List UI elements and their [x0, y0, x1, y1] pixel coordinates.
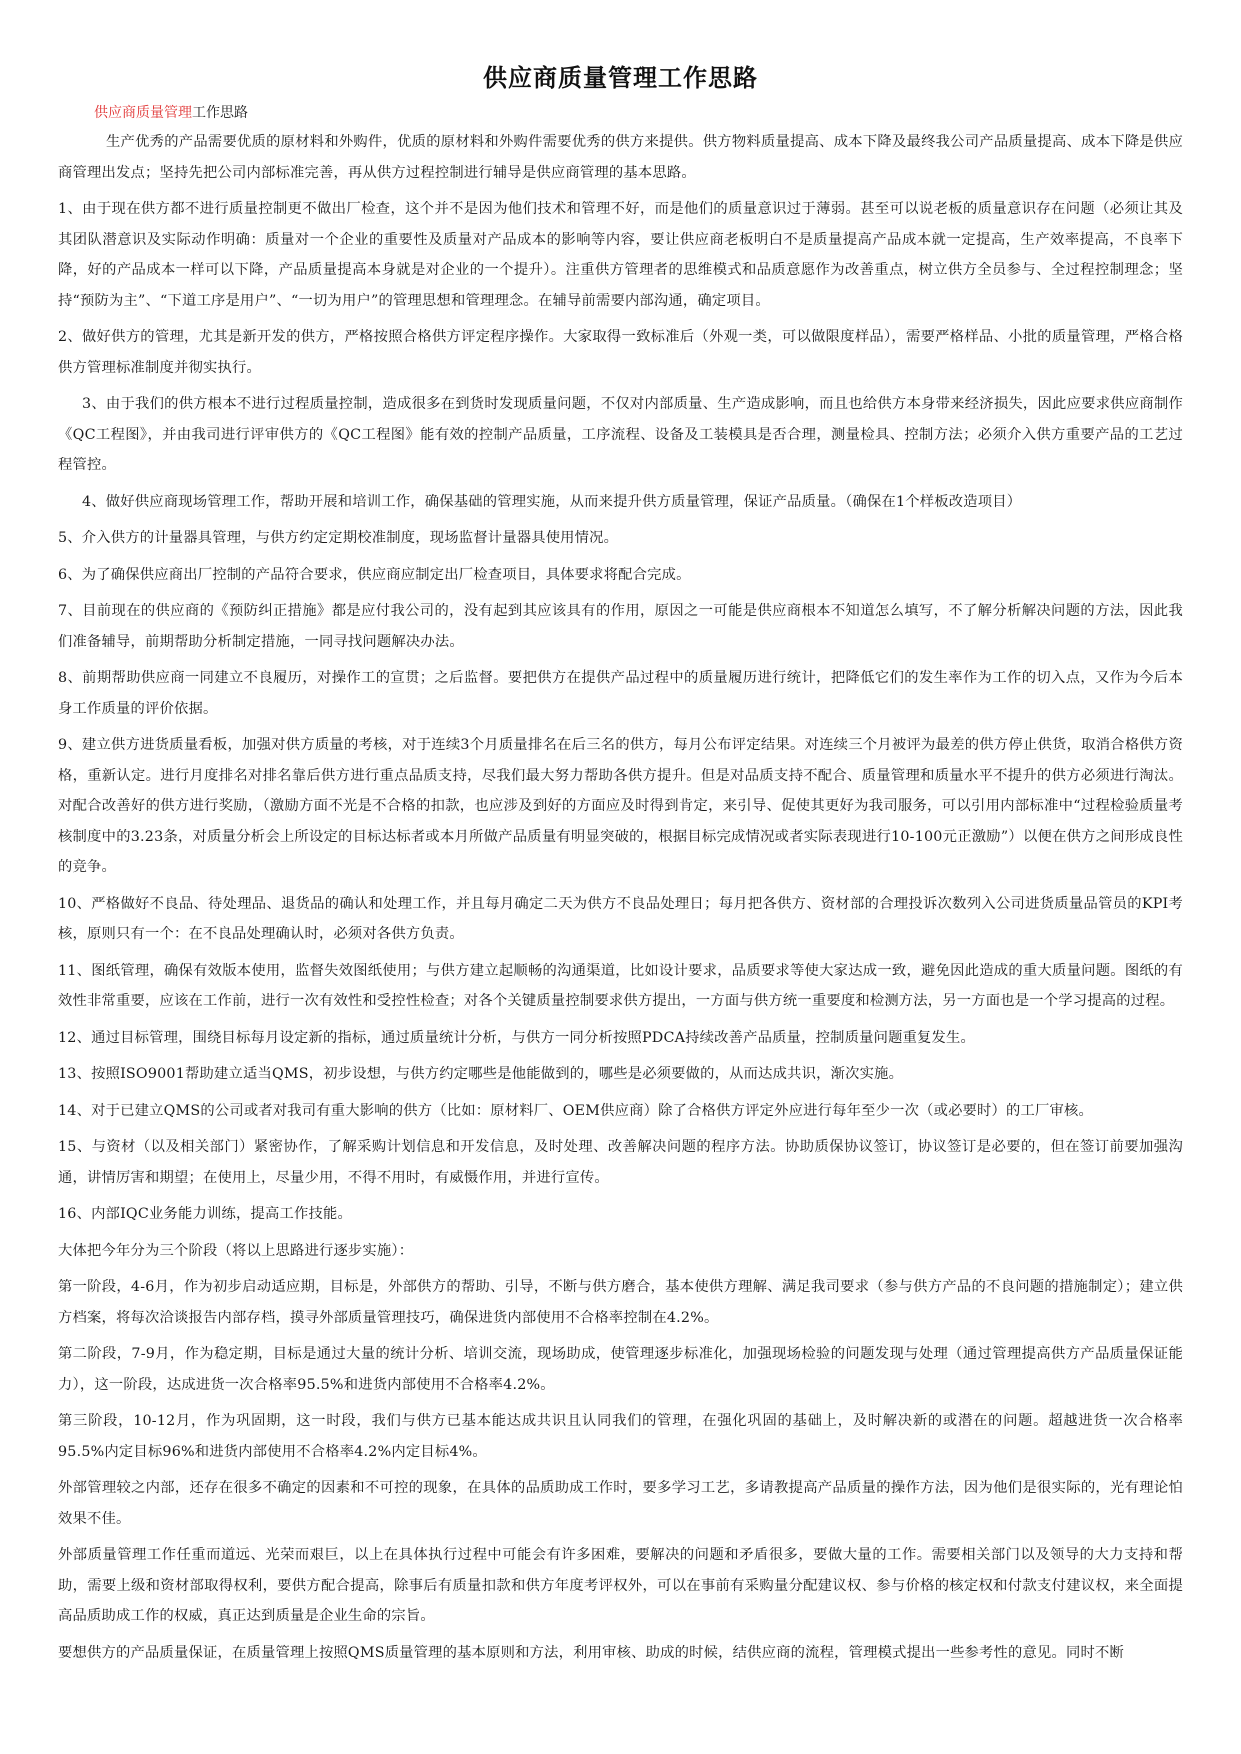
paragraph-item-3: 3、由于我们的供方根本不进行过程质量控制，造成很多在到货时发现质量问题，不仅对内部质量、生产造成影响，而且也给供方本身带来经济损失，因此应要求供应商制作《QC工程图》，并由我司进行评审供方的《QC工程图》能有效的控制产品质量，工序流程、设备及工装模具是否合理，测量检具、控制方法；必须介入供方重要产品的工艺过程管控。: [58, 396, 1183, 473]
paragraph-item-6: 6、为了确保供应商出厂控制的产品符合要求，供应商应制定出厂检查项目，具体要求将配合完成。: [58, 566, 691, 583]
paragraph-item-9: 9、建立供方进货质量看板，加强对供方质量的考核，对于连续3个月质量排名在后三名的供方，每月公布评定结果。对连续三个月被评为最差的供方停止供货，取消合格供方资格，重新认定。进行月度排名对排名靠后供方进行重点品质支持，尽我们最大努力帮助各供方提升。但是对品质支持不配合、质量管理和质量水平不提升的供方必须进行淘汰。对配合改善好的供方进行奖励，（激励方面不光是不合格的扣款，也应涉及到好的方面应及时得到肯定，来引导、促使其更好为我司服务，可以引用内部标准中“过程检验质量考核制度中的3.23条，对质量分析会上所设定的目标达标者或本月所做产品质量有明显突破的，根据目标完成情况或者实际表现进行10-100元正激励”）以便在供方之间形成良性的竞争。: [58, 737, 1183, 875]
phase-3-paragraph: 第三阶段，10-12月，作为巩固期，这一时段，我们与供方已基本能达成共识且认同我们的管理，在强化巩固的基础上，及时解决新的或潜在的问题。超越进货一次合格率95.5%内定目标96%和进货内部使用不合格率4.2%内定目标4%。: [58, 1413, 1183, 1460]
phases-intro: 大体把今年分为三个阶段（将以上思路进行逐步实施）：: [58, 1242, 414, 1259]
subtitle-highlight: 供应商质量管理: [94, 105, 192, 121]
support-paragraph: 外部质量管理工作任重而道远、光荣而艰巨，以上在具体执行过程中可能会有许多困难，要解决的问题和矛盾很多，要做大量的工作。需要相关部门以及领导的大力支持和帮助，需要上级和资材部取得权利，要供方配合提高，除事后有质量扣款和供方年度考评权外，可以在事前有采购量分配建议权、参与价格的核定权和付款支付建议权，来全面提高品质助成工作的权威，真正达到质量是企业生命的宗旨。: [58, 1547, 1183, 1624]
paragraph-item-8: 8、前期帮助供应商一同建立不良履历，对操作工的宣贯；之后监督。要把供方在提供产品过程中的质量履历进行统计，把降低它们的发生率作为工作的切入点，又作为今后本身工作质量的评价依据。: [58, 670, 1183, 717]
paragraph-item-7: 7、目前现在的供应商的《预防纠正措施》都是应付我公司的，没有起到其应该具有的作用，原因之一可能是供应商根本不知道怎么填写，不了解分析解决问题的方法，因此我们准备辅导，前期帮助分析制定措施，一同寻找问题解决办法。: [58, 603, 1183, 650]
paragraph-item-15: 15、与资材（以及相关部门）紧密协作，了解采购计划信息和开发信息，及时处理、改善解决问题的程序方法。协助质保协议签订，协议签订是必要的，但在签订前要加强沟通，讲情厉害和期望；在使用上，尽量少用，不得不用时，有威慑作用，并进行宣传。: [58, 1139, 1183, 1186]
phase-1-paragraph: 第一阶段，4-6月，作为初步启动适应期，目标是，外部供方的帮助、引导，不断与供方磨合，基本使供方理解、满足我司要求（参与供方产品的不良问题的措施制定）；建立供方档案，将每次洽谈报告内部存档，摸寻外部质量管理技巧，确保进货内部使用不合格率控制在4.2%。: [58, 1279, 1183, 1326]
document-title: 供应商质量管理工作思路: [483, 64, 758, 92]
subtitle-rest: 工作思路: [192, 105, 248, 121]
paragraph-item-12: 12、通过目标管理，围绕目标每月设定新的指标，通过质量统计分析，与供方一同分析按照PDCA持续改善产品质量，控制质量问题重复发生。: [58, 1029, 976, 1046]
intro-paragraph: 生产优秀的产品需要优质的原材料和外购件，优质的原材料和外购件需要优秀的供方来提供。供方物料质量提高、成本下降及最终我公司产品质量提高、成本下降是供应商管理出发点；坚持先把公司内部标准完善，再从供方过程控制进行辅导是供应商管理的基本思路。: [58, 134, 1183, 181]
paragraph-item-5: 5、介入供方的计量器具管理，与供方约定定期校准制度，现场监督计量器具使用情况。: [58, 530, 619, 546]
paragraph-item-11: 11、图纸管理，确保有效版本使用，监督失效图纸使用；与供方建立起顺畅的沟通渠道，比如设计要求，品质要求等使大家达成一致，避免因此造成的重大质量问题。图纸的有效性非常重要，应该在工作前，进行一次有效性和受控性检查；对各个关键质量控制要求供方提出，一方面与供方统一重要度和检测方法，另一方面也是一个学习提高的过程。: [58, 962, 1183, 1009]
phase-2-paragraph: 第二阶段，7-9月，作为稳定期，目标是通过大量的统计分析、培训交流，现场助成，使管理逐步标准化，加强现场检验的问题发现与处理（通过管理提高供方产品质量保证能力），这一阶段，达成进货一次合格率95.5%和进货内部使用不合格率4.2%。: [58, 1346, 1183, 1393]
paragraph-item-14: 14、对于已建立QMS的公司或者对我司有重大影响的供方（比如：原材料厂、OEM供应商）除了合格供方评定外应进行每年至少一次（或必要时）的工厂审核。: [58, 1102, 1094, 1119]
document-page: [58, 52, 1183, 1674]
paragraph-item-4: 4、做好供应商现场管理工作，帮助开展和培训工作，确保基础的管理实施，从而来提升供方质量管理，保证产品质量。（确保在1个样板改造项目）: [82, 493, 1022, 510]
paragraph-item-10: 10、严格做好不良品、待处理品、退货品的确认和处理工作，并且每月确定二天为供方不良品处理日；每月把各供方、资材部的合理投诉次数列入公司进货质量品管员的KPI考核，原则只有一个：在不良品处理确认时，必须对各供方负责。: [58, 895, 1183, 942]
external-management-paragraph: 外部管理较之内部，还存在很多不确定的因素和不可控的现象，在具体的品质助成工作时，要多学习工艺，多请教提高产品质量的操作方法，因为他们是很实际的，光有理论怕效果不佳。: [58, 1480, 1183, 1527]
paragraph-item-1: 1、由于现在供方都不进行质量控制更不做出厂检查，这个并不是因为他们技术和管理不好，而是他们的质量意识过于薄弱。甚至可以说老板的质量意识存在问题（必须让其及其团队潜意识及实际动作明确：质量对一个企业的重要性及质量对产品成本的影响等内容，要让供应商老板明白不是质量提高产品成本就一定提高，生产效率提高，不良率下降，好的产品成本一样可以下降，产品质量提高本身就是对企业的一个提升）。注重供方管理者的思维模式和品质意愿作为改善重点，树立供方全员参与、全过程控制理念；坚持“预防为主”、“下道工序是用户”、“一切为用户”的管理思想和管理理念。在辅导前需要内部沟通，确定项目。: [58, 201, 1183, 309]
paragraph-item-13: 13、按照ISO9001帮助建立适当QMS，初步设想，与供方约定哪些是他能做到的，哪些是必须要做的，从而达成共识，渐次实施。: [58, 1066, 904, 1082]
closing-paragraph: 要想供方的产品质量保证，在质量管理上按照QMS质量管理的基本原则和方法，利用审核、助成的时候，结供应商的流程，管理模式提出一些参考性的意见。同时不断: [58, 1644, 1125, 1661]
document-subtitle: [94, 101, 1183, 125]
paragraph-item-16: 16、内部IQC业务能力训练，提高工作技能。: [58, 1206, 352, 1222]
paragraph-item-2: 2、做好供方的管理，尤其是新开发的供方，严格按照合格供方评定程序操作。大家取得一致标准后（外观一类，可以做限度样品），需要严格样品、小批的质量管理，严格合格供方管理标准制度并彻实执行。: [58, 329, 1183, 376]
